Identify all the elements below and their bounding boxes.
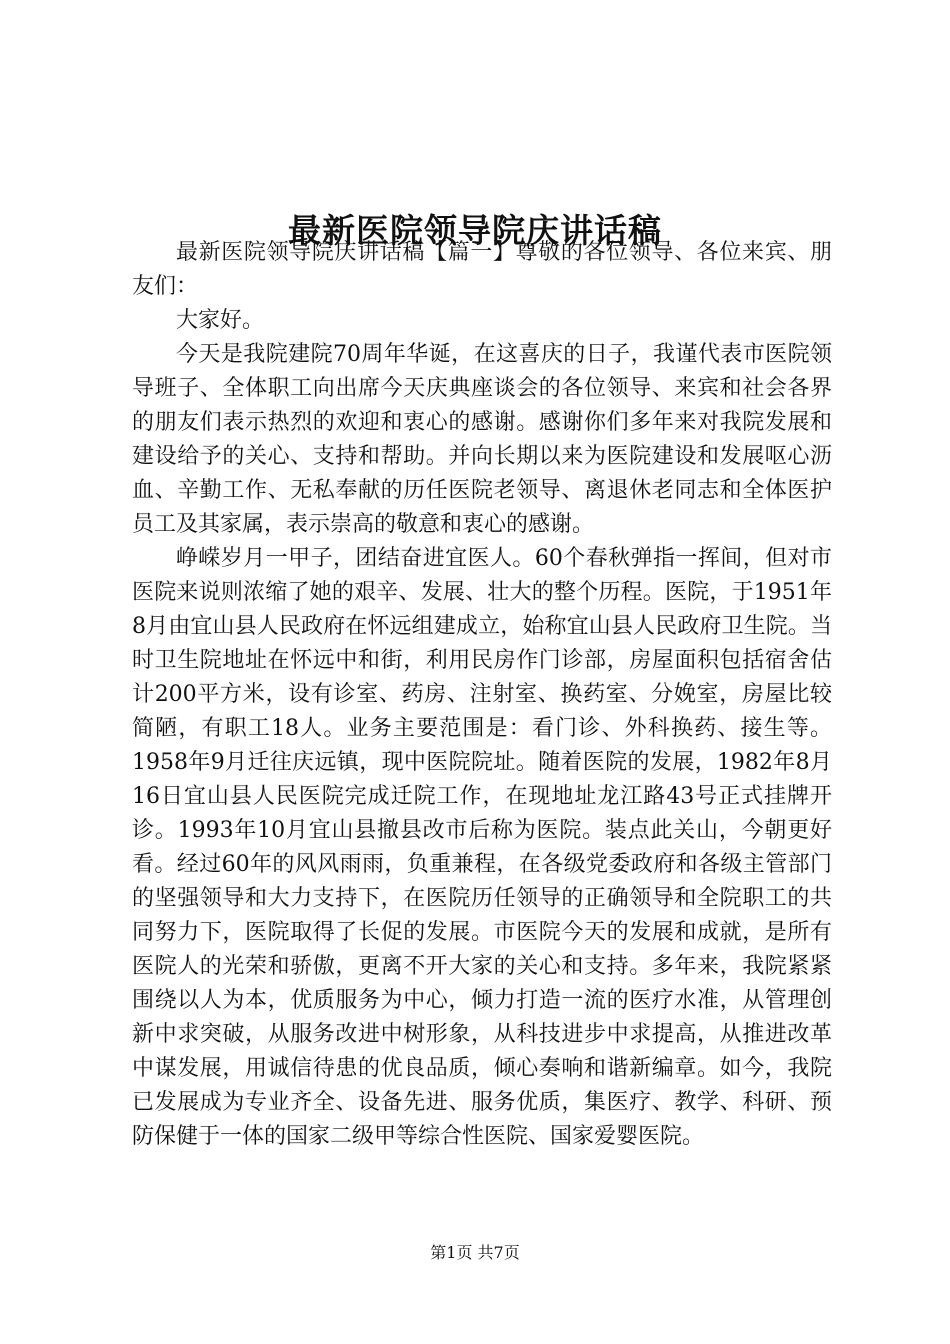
paragraph-welcome: 今天是我院建院70周年华诞，在这喜庆的日子，我谨代表市医院领导班子、全体职工向出席今天庆典座谈会的各位领导、来宾和社会各界的朋友们表示热烈的欢迎和衷心的感谢。感谢你们多年来对我院发展和建设给予的关心、支持和帮助。并向长期以来为医院建设和发展呕心沥血、辛勤工作、无私奉献的历任医院老领导、离退休老同志和全体医护员工及其家属，表示崇高的敬意和衷心的感谢。 <box>132 342 832 537</box>
paragraph-greeting: 最新医院领导院庆讲话稿【篇一】尊敬的各位领导、各位来宾、朋友们： <box>132 240 832 299</box>
paragraph-hello: 大家好。 <box>176 308 265 333</box>
document-title: 最新医院领导院庆讲话稿 <box>288 211 662 251</box>
paragraph-history: 峥嵘岁月一甲子，团结奋进宜医人。60个春秋弹指一挥间，但对市医院来说则浓缩了她的艰辛、发展、壮大的整个历程。医院，于1951年8月由宜山县人民政府在怀远组建成立，始称宜山县人民政府卫生院。当时卫生院地址在怀远中和街，利用民房作门诊部，房屋面积包括宿舍估计200平方米，设有诊室、药房、注射室、换药室、分娩室，房屋比较简陋，有职工18人。业务主要范围是：看门诊、外科换药、接生等。1958年9月迁往庆远镇，现中医院院址。随着医院的发展，1982年8月16日宜山县人民医院完成迁院工作，在现地址龙江路43号正式挂牌开诊。1993年10月宜山县撤县改市后称为医院。装点此关山，今朝更好看。经过60年的风风雨雨，负重兼程，在各级党委政府和各级主管部门的坚强领导和大力支持下，在医院历任领导的正确领导和全院职工的共同努力下，医院取得了长促的发展。市医院今天的发展和成就，是所有医院人的光荣和骄傲，更离不开大家的关心和支持。多年来，我院紧紧围绕以人为本，优质服务为中心，倾力打造一流的医疗水准，从管理创新中求突破，从服务改进中树形象，从科技进步中求提高，从推进改革中谋发展，用诚信待患的优良品质，倾心奏响和谐新编章。如今，我院已发展成为专业齐全、设备先进、服务优质，集医疗、教学、科研、预防保健于一体的国家二级甲等综合性医院、国家爱婴医院。 <box>132 546 832 1149</box>
document-body <box>132 236 832 1154</box>
page-number: 第1页 共7页 <box>430 1243 520 1262</box>
